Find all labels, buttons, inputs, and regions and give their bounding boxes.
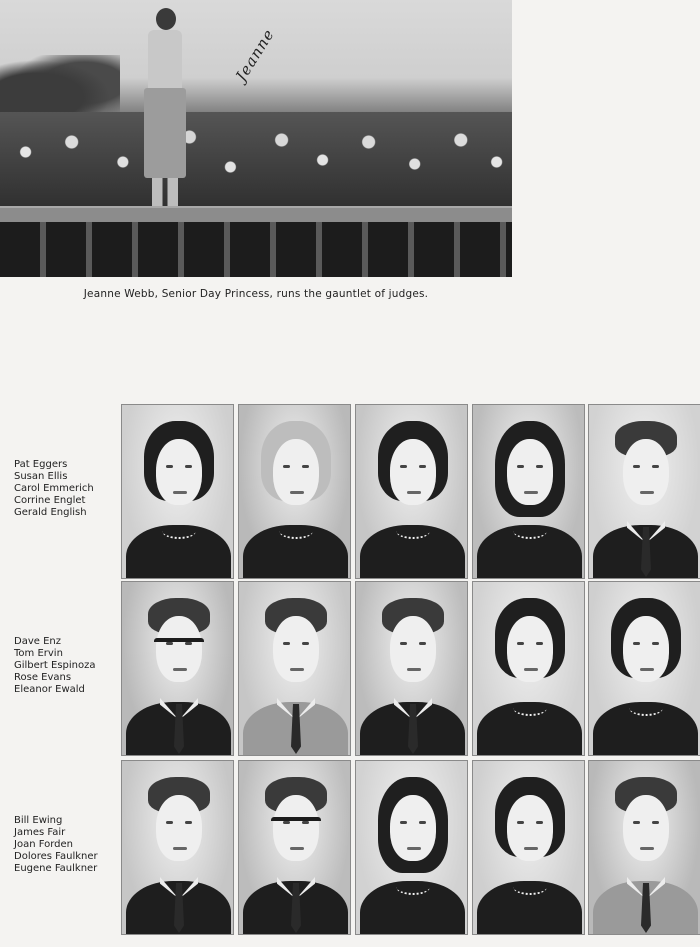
student-name: Gerald English <box>14 507 87 518</box>
student-portrait <box>472 760 585 935</box>
student-name: Dolores Faulkner <box>14 851 98 862</box>
student-portrait <box>238 760 351 935</box>
student-portrait <box>588 760 700 935</box>
student-name: Carol Emmerich <box>14 483 94 494</box>
student-portrait <box>472 581 585 756</box>
student-name: Corrine Englet <box>14 495 86 506</box>
student-portrait <box>121 581 234 756</box>
name-group-3 <box>14 815 98 875</box>
student-portrait <box>355 581 468 756</box>
student-portrait <box>588 404 700 579</box>
name-group-1 <box>14 459 94 519</box>
student-portrait <box>121 760 234 935</box>
student-name: Eleanor Ewald <box>14 684 85 695</box>
crowd-of-judges <box>0 112 512 212</box>
student-portrait <box>121 404 234 579</box>
student-name: Tom Ervin <box>14 648 63 659</box>
student-name: Dave Enz <box>14 636 61 647</box>
student-name: James Fair <box>14 827 66 838</box>
student-name: Susan Ellis <box>14 471 68 482</box>
student-name: Pat Eggers <box>14 459 68 470</box>
stage-scaffold <box>0 222 512 277</box>
student-portrait <box>355 760 468 935</box>
candid-photo <box>0 0 512 277</box>
photo-caption: Jeanne Webb, Senior Day Princess, runs the gauntlet of judges. <box>83 288 429 300</box>
handwritten-signature: Jeanne <box>232 25 279 85</box>
student-name: Rose Evans <box>14 672 72 683</box>
student-portrait <box>355 404 468 579</box>
student-name: Bill Ewing <box>14 815 63 826</box>
student-portrait <box>472 404 585 579</box>
student-name: Eugene Faulkner <box>14 863 98 874</box>
student-portrait <box>238 404 351 579</box>
student-portrait <box>238 581 351 756</box>
student-portrait <box>588 581 700 756</box>
name-group-2 <box>14 636 96 696</box>
student-name: Gilbert Espinoza <box>14 660 96 671</box>
princess-figure <box>138 8 192 208</box>
student-name: Joan Forden <box>14 839 73 850</box>
